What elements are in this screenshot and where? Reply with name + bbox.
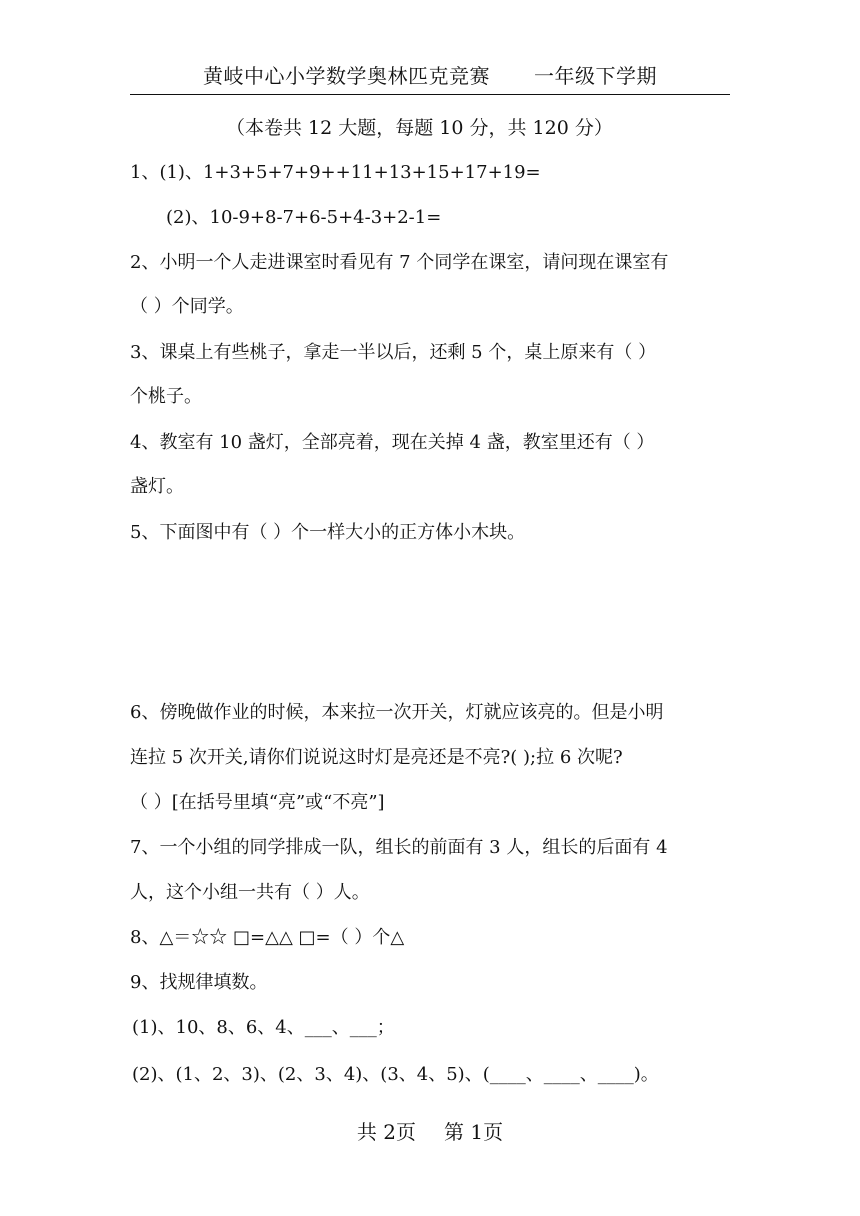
- question-6-line-1: 6、傍晚做作业的时候，本来拉一次开关，灯就应该亮的。但是小明: [130, 702, 664, 723]
- question-7-line-2: 人，这个小组一共有（ ）人。: [130, 882, 370, 903]
- page-header: [130, 60, 730, 95]
- question-6-line-2: 连拉 5 次开关,请你们说说这时灯是亮还是不亮?( );拉 6 次呢?: [130, 747, 623, 768]
- header-grade: 一年级下学期: [534, 64, 657, 88]
- question-6-line-3: （ ）[在括号里填“亮”或“不亮”]: [130, 792, 385, 813]
- question-5: 5、下面图中有（ ）个一样大小的正方体小木块。: [130, 522, 526, 543]
- question-9-part-2: (2)、(1、2、3)、(2、3、4)、(3、4、5)、(____、____、____)。: [132, 1064, 659, 1085]
- question-1-part-1: 1、(1)、1+3+5+7+9++11+13+15+17+19=: [130, 162, 541, 183]
- question-4-line-1: 4、教室有 10 盏灯，全部亮着，现在关掉 4 盏，教室里还有（ ）: [130, 432, 655, 453]
- header-title: 黄岐中心小学数学奥林匹克竞赛: [203, 64, 490, 88]
- question-7-line-1: 7、一个小组的同学排成一队，组长的前面有 3 人，组长的后面有 4: [130, 837, 668, 858]
- page-total: 共 2页: [356, 1120, 416, 1144]
- question-3-line-2: 个桃子。: [130, 386, 202, 407]
- question-2-line-2: （ ）个同学。: [130, 296, 244, 317]
- question-3-line-1: 3、课桌上有些桃子，拿走一半以后，还剩 5 个，桌上原来有（ ）: [130, 342, 657, 363]
- question-2-line-1: 2、小明一个人走进课室时看见有 7 个同学在课室，请问现在课室有: [130, 252, 669, 273]
- question-9-part-1: (1)、10、8、6、4、___、___；: [132, 1017, 395, 1038]
- exam-instructions: （本卷共 12 大题，每题 10 分，共 120 分）: [226, 117, 613, 139]
- page-footer: [0, 1118, 860, 1146]
- question-4-line-2: 盏灯。: [130, 476, 184, 497]
- question-1-part-2: (2)、10-9+8-7+6-5+4-3+2-1=: [166, 207, 442, 228]
- question-8: 8、△＝☆☆ □=△△ □=（ ）个△: [130, 927, 405, 948]
- page-number: 第 1页: [444, 1120, 504, 1144]
- question-9: 9、找规律填数。: [130, 972, 268, 993]
